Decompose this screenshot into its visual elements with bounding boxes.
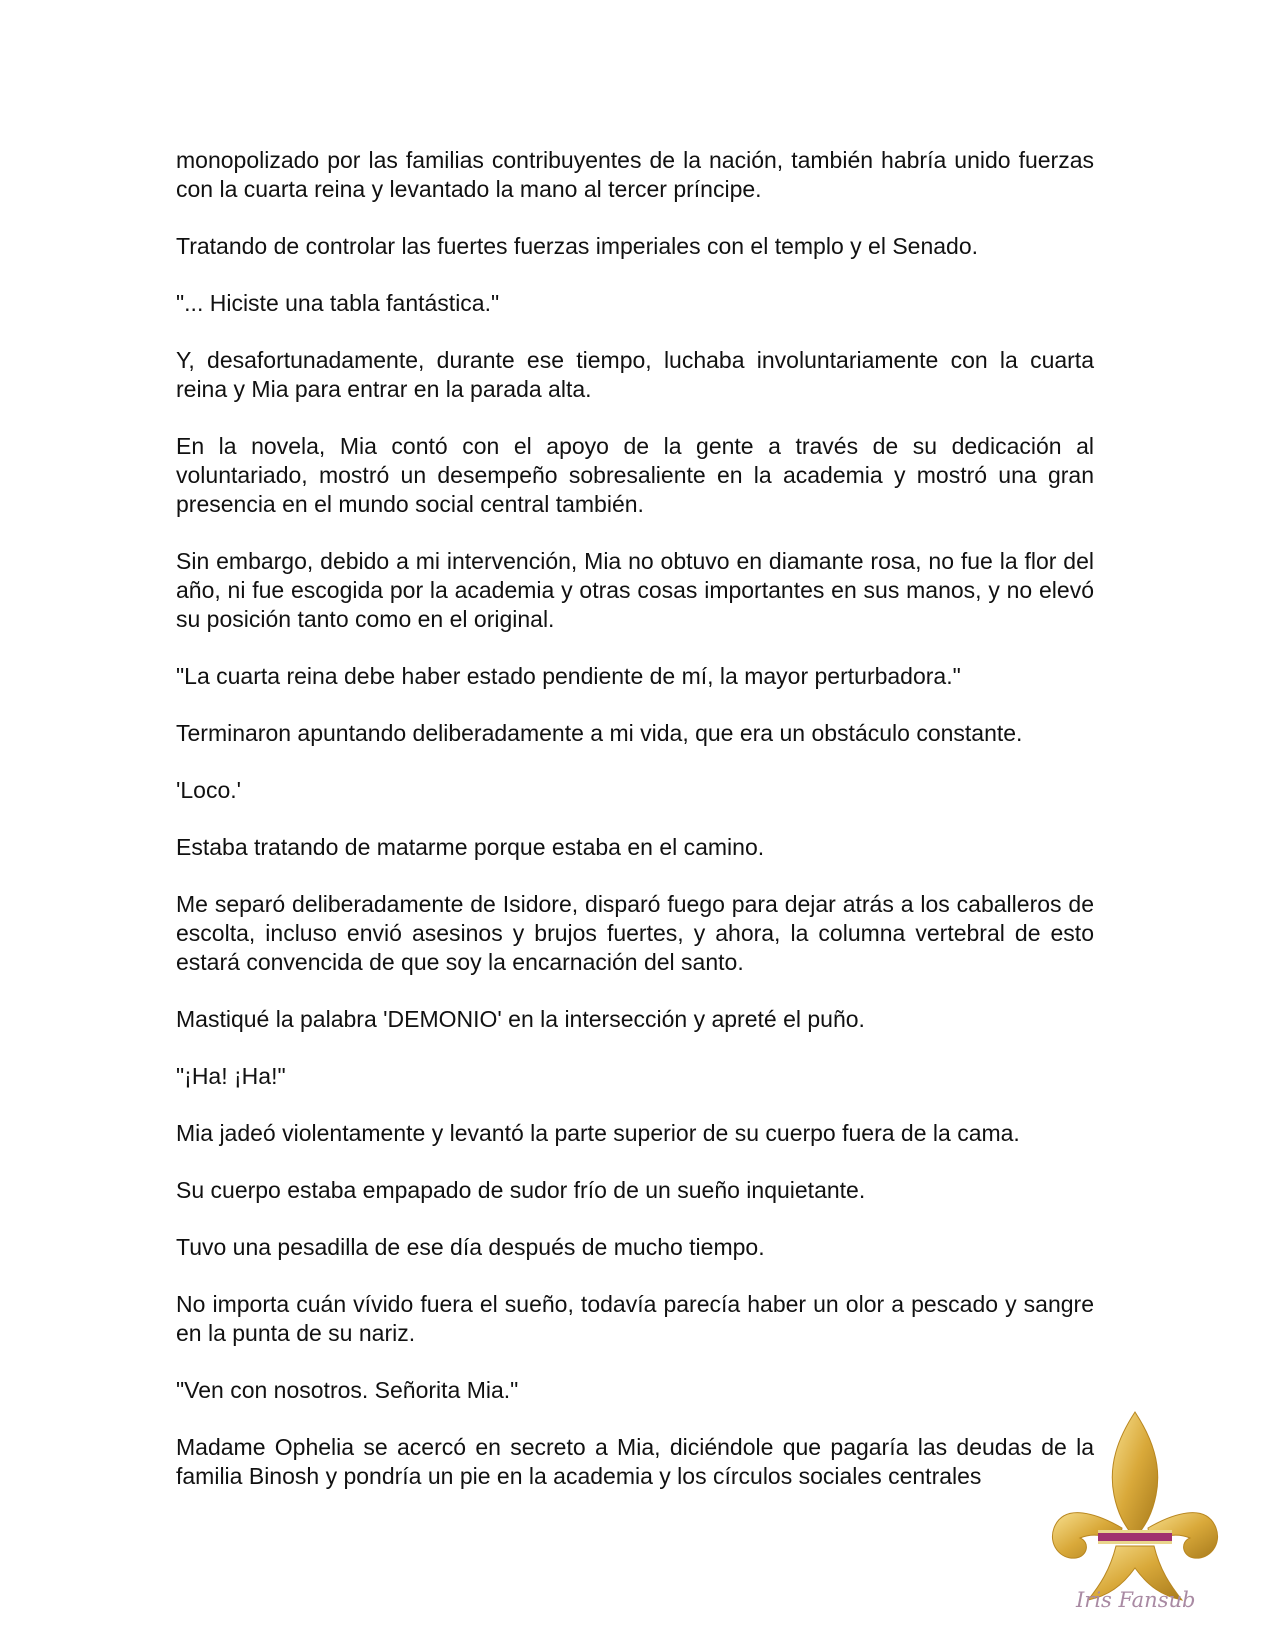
paragraph: "... Hiciste una tabla fantástica."	[176, 290, 500, 316]
paragraph: Mia jadeó violentamente y levantó la parte superior de su cuerpo fuera de la cama.	[176, 1120, 1020, 1146]
paragraph: Y, desafortunadamente, durante ese tiempo, luchaba involuntariamente con la cuarta reina y Mia para entrar en la parada alta.	[176, 347, 1094, 402]
paragraph: Madame Ophelia se acercó en secreto a Mia, diciéndole que pagaría las deudas de la familia Binosh y pondría un pie en la academia y los círculos sociales centrales	[176, 1434, 1094, 1489]
paragraph: monopolizado por las familias contribuyentes de la nación, también habría unido fuerzas con la cuarta reina y levantado la mano al tercer príncipe.	[176, 147, 1094, 202]
paragraph: En la novela, Mia contó con el apoyo de la gente a través de su dedicación al voluntariado, mostró un desempeño sobresaliente en la academia y mostró una gran presencia en el mundo social central también.	[176, 433, 1094, 517]
paragraph: Me separó deliberadamente de Isidore, disparó fuego para dejar atrás a los caballeros de escolta, incluso envió asesinos y brujos fuertes, y ahora, la columna vertebral de esto estará convencida de que soy la encarnación del santo.	[176, 891, 1094, 975]
paragraph: Sin embargo, debido a mi intervención, Mia no obtuvo en diamante rosa, no fue la flor del año, ni fue escogida por la academia y otras cosas importantes en sus manos, y no elevó su posición tanto como en el original.	[176, 548, 1094, 632]
paragraph: Mastiqué la palabra 'DEMONIO' en la intersección y apreté el puño.	[176, 1006, 865, 1032]
paragraph: "La cuarta reina debe haber estado pendiente de mí, la mayor perturbadora."	[176, 663, 961, 689]
fleur-de-lis-icon	[1050, 1410, 1220, 1615]
paragraph: Tratando de controlar las fuertes fuerzas imperiales con el templo y el Senado.	[176, 233, 979, 259]
paragraph: 'Loco.'	[176, 777, 242, 803]
watermark-text: Iris Fansub	[1076, 1588, 1196, 1612]
paragraph: Tuvo una pesadilla de ese día después de mucho tiempo.	[176, 1234, 765, 1260]
paragraph: No importa cuán vívido fuera el sueño, todavía parecía haber un olor a pescado y sangre en la punta de su nariz.	[176, 1291, 1094, 1346]
paragraph: Su cuerpo estaba empapado de sudor frío de un sueño inquietante.	[176, 1177, 866, 1203]
document-body	[176, 146, 1094, 1491]
paragraph: Terminaron apuntando deliberadamente a mi vida, que era un obstáculo constante.	[176, 720, 1023, 746]
paragraph: Estaba tratando de matarme porque estaba en el camino.	[176, 834, 765, 860]
paragraph: "Ven con nosotros. Señorita Mia."	[176, 1377, 519, 1403]
paragraph: "¡Ha! ¡Ha!"	[176, 1063, 286, 1089]
